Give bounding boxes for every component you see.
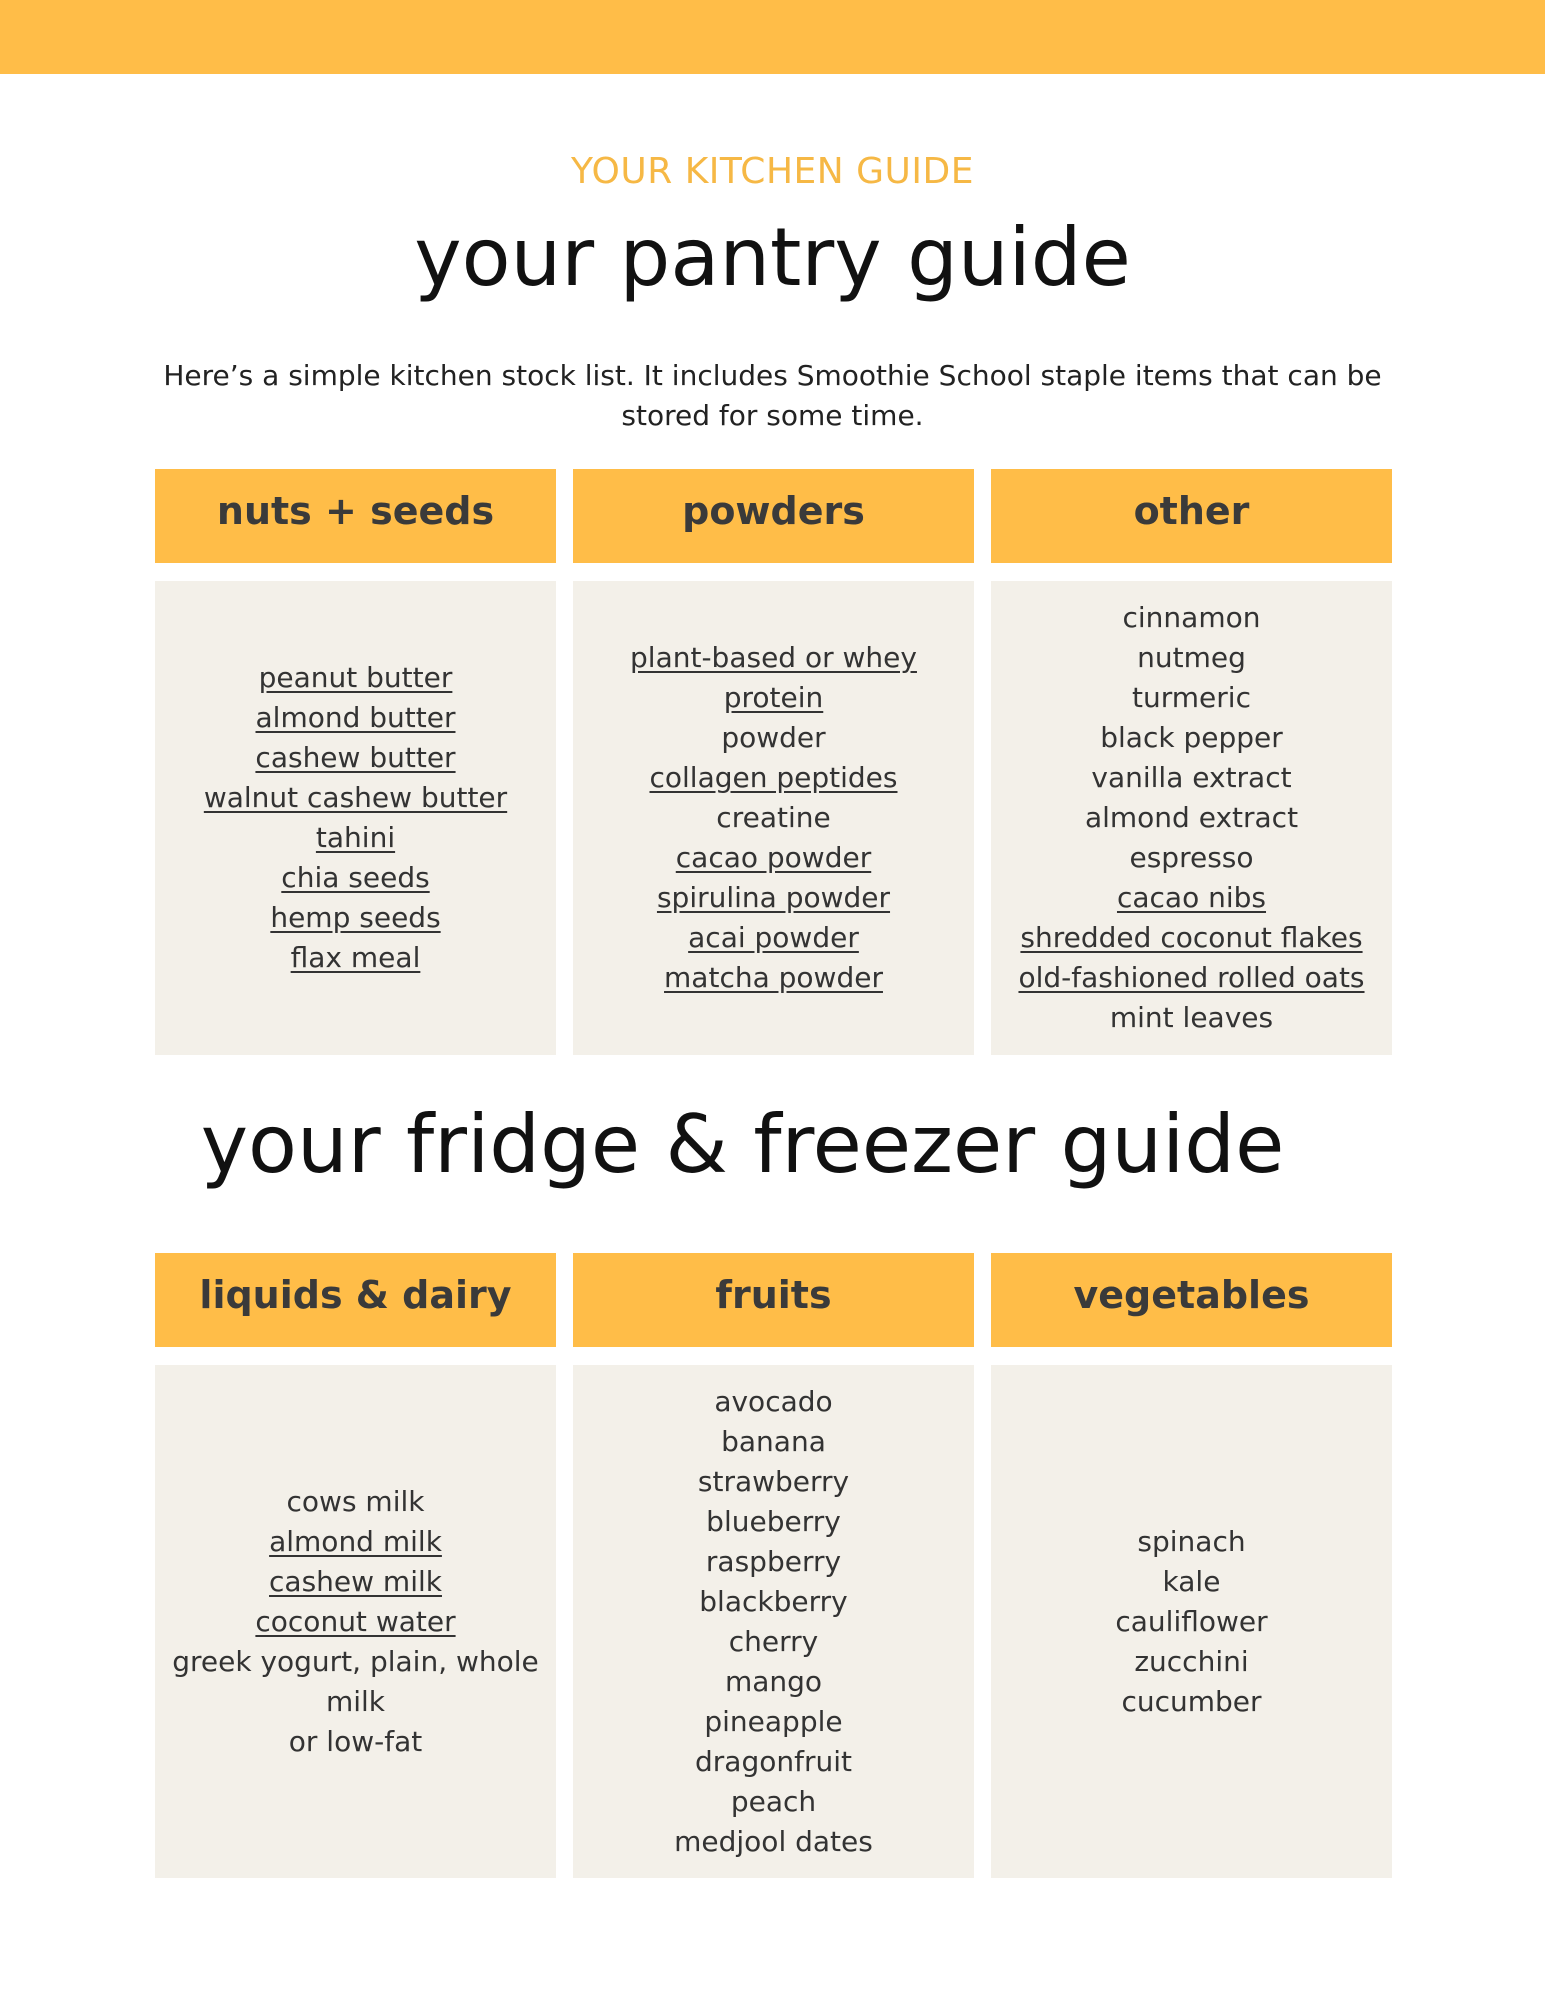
fruits-list — [573, 1365, 974, 1878]
column-heading-fruits: fruits — [573, 1253, 974, 1347]
vegetables-list — [991, 1365, 1392, 1878]
column-heading-vegetables: vegetables — [991, 1253, 1392, 1347]
list-item-link[interactable]: cashew milk — [269, 1564, 442, 1598]
liquids-dairy-list — [155, 1365, 556, 1878]
list-item: mango — [724, 1664, 823, 1698]
list-item: peach — [730, 1784, 817, 1818]
list-item: cinnamon — [1122, 601, 1261, 634]
list-item: pineapple — [704, 1704, 843, 1738]
list-item-link[interactable]: walnut cashew butter — [203, 781, 508, 814]
list-item-link[interactable]: hemp seeds — [270, 901, 441, 934]
pantry-title: your pantry guide — [414, 211, 1131, 304]
list-item: greek yogurt, plain, whole — [172, 1644, 539, 1678]
other-list — [991, 581, 1392, 1055]
list-item-link[interactable]: chia seeds — [281, 861, 430, 894]
list-item: espresso — [1129, 841, 1254, 874]
list-item: zucchini — [1134, 1644, 1249, 1678]
list-item: powder — [721, 721, 826, 754]
list-item-link[interactable]: cashew butter — [255, 741, 456, 774]
fridge-freezer-title: your fridge & freezer guide — [200, 1098, 1285, 1191]
list-item-link[interactable]: peanut butter — [258, 661, 453, 694]
list-item: cauliflower — [1115, 1604, 1268, 1638]
list-item-link[interactable]: coconut water — [255, 1604, 456, 1638]
column-heading-other: other — [991, 469, 1392, 563]
top-accent-bar — [0, 0, 1545, 74]
list-item: black pepper — [1100, 721, 1283, 754]
list-item: spinach — [1137, 1524, 1246, 1558]
list-item-link[interactable]: matcha powder — [664, 961, 883, 994]
list-item: banana — [721, 1424, 826, 1458]
list-item: raspberry — [705, 1544, 842, 1578]
list-item: mint leaves — [1109, 1001, 1274, 1034]
list-item: cucumber — [1121, 1684, 1262, 1718]
list-item: nutmeg — [1137, 641, 1246, 674]
list-item-link[interactable]: old-fashioned rolled oats — [1018, 961, 1365, 994]
list-item-link[interactable]: spirulina powder — [656, 881, 891, 914]
list-item-link[interactable]: cacao powder — [675, 841, 872, 874]
list-item: milk — [325, 1684, 386, 1718]
list-item-link[interactable]: tahini — [315, 821, 396, 854]
list-item: cows milk — [286, 1484, 425, 1518]
list-item: almond extract — [1084, 801, 1299, 834]
list-item: avocado — [714, 1384, 833, 1418]
list-item: blueberry — [706, 1504, 841, 1538]
list-item: dragonfruit — [695, 1744, 852, 1778]
list-item-link[interactable]: collagen peptides — [649, 761, 898, 794]
list-item-link[interactable]: flax meal — [290, 941, 421, 974]
list-item-link[interactable]: acai powder — [688, 921, 859, 954]
list-item: or low-fat — [288, 1724, 423, 1758]
column-heading-powders: powders — [573, 469, 974, 563]
list-item-link[interactable]: shredded coconut flakes — [1020, 921, 1363, 954]
list-item: creatine — [716, 801, 831, 834]
section-kicker: YOUR KITCHEN GUIDE — [571, 151, 974, 192]
list-item: turmeric — [1132, 681, 1251, 714]
intro-text: Here’s a simple kitchen stock list. It includes Smoothie School staple items that can be stored for some time. — [163, 359, 1382, 432]
list-item: kale — [1162, 1564, 1221, 1598]
list-item: medjool dates — [674, 1824, 873, 1858]
list-item: cherry — [728, 1624, 819, 1658]
list-item-link[interactable]: almond butter — [255, 701, 456, 734]
list-item: blackberry — [699, 1584, 848, 1618]
column-heading-liquids-dairy: liquids & dairy — [155, 1253, 556, 1347]
list-item: vanilla extract — [1091, 761, 1292, 794]
powders-list — [573, 581, 974, 1055]
column-heading-nuts-seeds: nuts + seeds — [155, 469, 556, 563]
list-item-link[interactable]: almond milk — [269, 1524, 442, 1558]
list-item: strawberry — [697, 1464, 850, 1498]
nuts-seeds-list — [155, 581, 556, 1055]
list-item-link[interactable]: cacao nibs — [1116, 881, 1267, 914]
list-item-link[interactable]: plant-based or whey protein — [630, 641, 917, 714]
